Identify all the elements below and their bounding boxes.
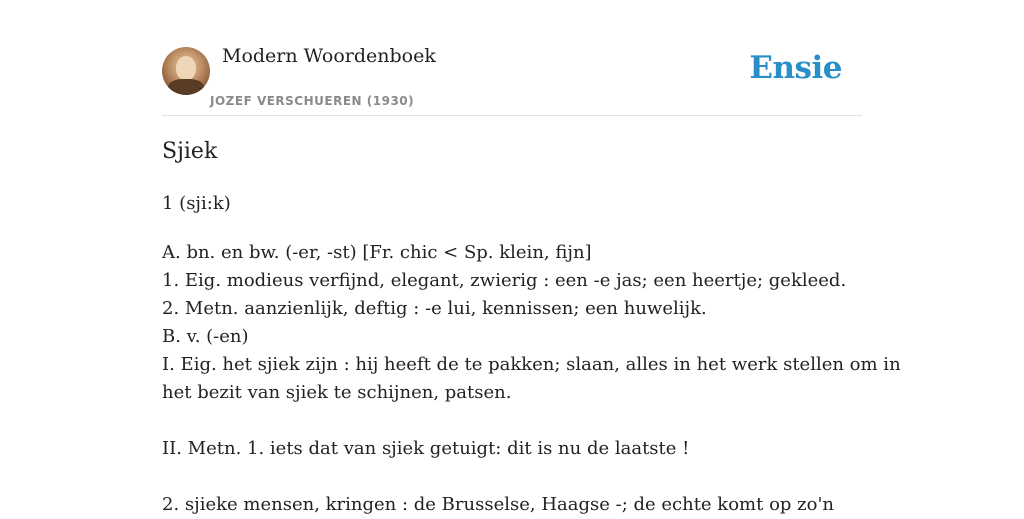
entry-line: 1. Eig. modieus verfijnd, elegant, zwierig : een -e jas; een heertje; gekleed. — [162, 270, 847, 291]
entry-line-blank — [162, 463, 862, 491]
entry-line: B. v. (-en) — [162, 326, 249, 347]
entry-line: het bezit van sjiek te schijnen, patsen. — [162, 382, 512, 403]
entry-line-blank — [162, 407, 862, 435]
author-portrait-face — [176, 56, 196, 80]
source-author: JOZEF VERSCHUEREN (1930) — [210, 94, 415, 108]
ensie-logo[interactable]: Ensie — [749, 50, 842, 86]
entry-header — [162, 0, 862, 116]
author-portrait-coat — [168, 79, 204, 95]
author-avatar[interactable] — [162, 47, 210, 95]
entry-line: 2. sjieke mensen, kringen : de Brusselse, Haagse -; de echte komt op zo'n — [162, 494, 835, 515]
entry-line: II. Metn. 1. iets dat van sjiek getuigt: dit is nu de laatste ! — [162, 438, 690, 459]
entry-number: 1 (sji:k) — [162, 193, 231, 214]
page-container — [162, 0, 901, 515]
entry-line: I. Eig. het sjiek zijn : hij heeft de te pakken; slaan, alles in het werk stellen om in — [162, 354, 901, 375]
entry-body — [162, 239, 901, 519]
source-title-link[interactable]: Modern Woordenboek — [222, 45, 436, 67]
entry-title: Sjiek — [162, 139, 218, 164]
entry-line: A. bn. en bw. (-er, -st) [Fr. chic < Sp. klein, fijn] — [162, 242, 592, 263]
entry-line: 2. Metn. aanzienlijk, deftig : -e lui, kennissen; een huwelijk. — [162, 298, 707, 319]
